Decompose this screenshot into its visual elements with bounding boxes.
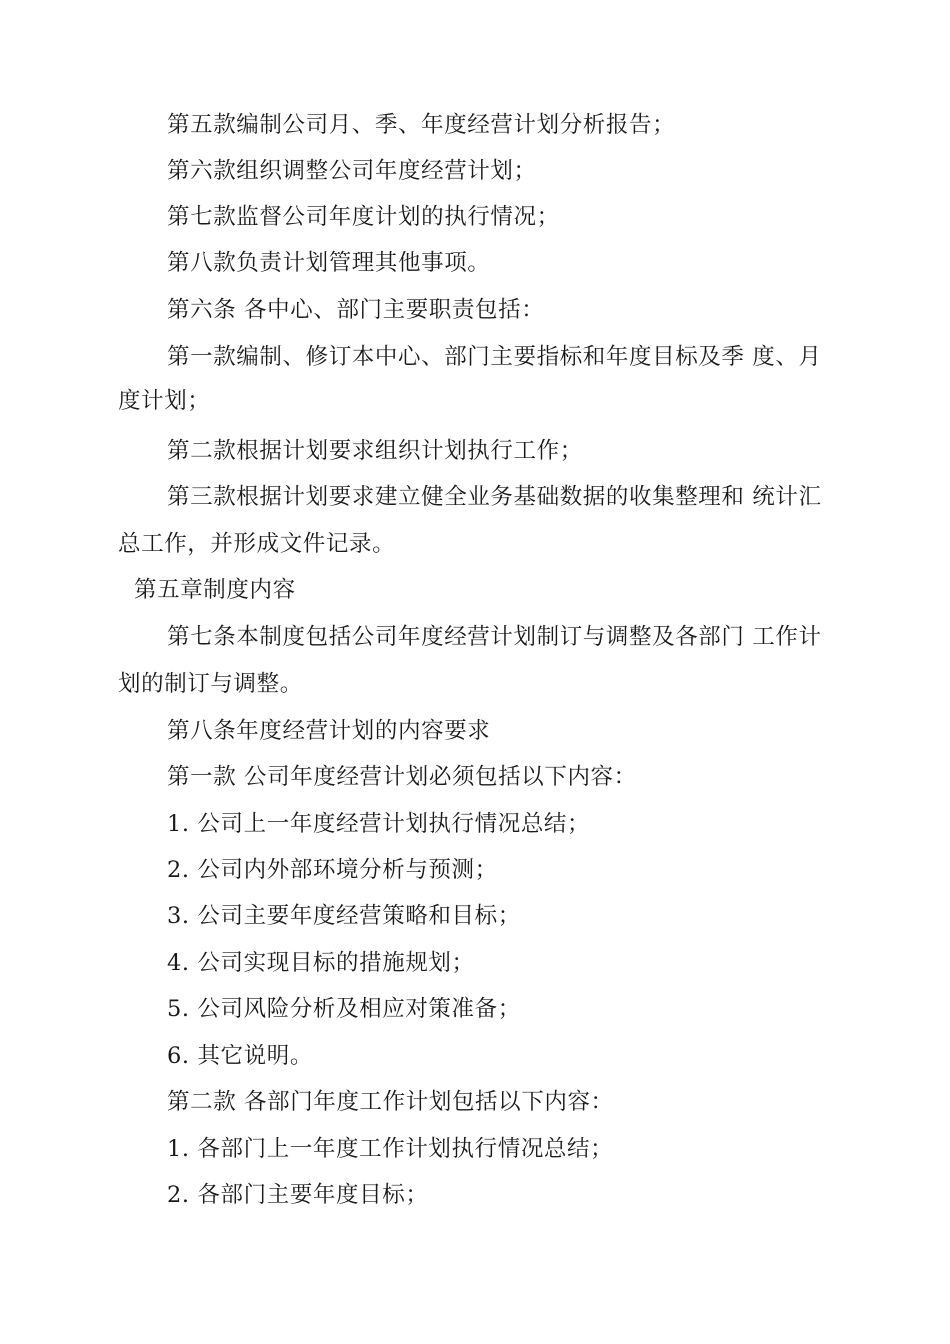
- chapter-5-heading: 第五章制度内容: [134, 577, 296, 603]
- clause-8-line: 第八款负责计划管理其他事项。: [167, 250, 491, 276]
- article-7-line-a: 第七条本制度包括公司年度经营计划制订与调整及各部门 工作计: [167, 624, 822, 650]
- clause-5-line: 第五款编制公司月、季、年度经营计划分析报告；: [167, 112, 676, 138]
- list-item-2: 2. 公司内外部环境分析与预测；: [167, 857, 498, 883]
- clause-7-line: 第七款监督公司年度计划的执行情况；: [167, 204, 560, 230]
- article-6-clause-1-line-a: 第一款编制、修订本中心、部门主要指标和年度目标及季 度、月: [167, 344, 822, 370]
- dept-list-item-2: 2. 各部门主要年度目标；: [167, 1182, 429, 1208]
- list-item-3: 3. 公司主要年度经营策略和目标；: [167, 903, 521, 929]
- article-8-heading: 第八条年度经营计划的内容要求: [167, 718, 491, 744]
- list-item-6: 6. 其它说明。: [167, 1043, 313, 1069]
- article-6-heading: 第六条 各中心、部门主要职责包括：: [167, 297, 545, 323]
- article-8-clause-2-line: 第二款 各部门年度工作计划包括以下内容：: [167, 1089, 614, 1115]
- article-6-clause-3-line-a: 第三款根据计划要求建立健全业务基础数据的收集整理和 统计汇: [167, 484, 822, 510]
- article-6-clause-2-line: 第二款根据计划要求组织计划执行工作；: [167, 438, 583, 464]
- clause-6-line: 第六款组织调整公司年度经营计划；: [167, 158, 537, 184]
- list-item-1: 1. 公司上一年度经营计划执行情况总结；: [167, 811, 591, 837]
- dept-list-item-1: 1. 各部门上一年度工作计划执行情况总结；: [167, 1136, 614, 1162]
- list-item-5: 5. 公司风险分析及相应对策准备；: [167, 996, 521, 1022]
- article-6-clause-1-line-b: 度计划；: [118, 388, 211, 414]
- article-6-clause-3-line-b: 总工作，并形成文件记录。: [118, 531, 396, 557]
- article-7-line-b: 划的制订与调整。: [118, 671, 303, 697]
- article-8-clause-1-line: 第一款 公司年度经营计划必须包括以下内容：: [167, 764, 637, 790]
- list-item-4: 4. 公司实现目标的措施规划；: [167, 950, 475, 976]
